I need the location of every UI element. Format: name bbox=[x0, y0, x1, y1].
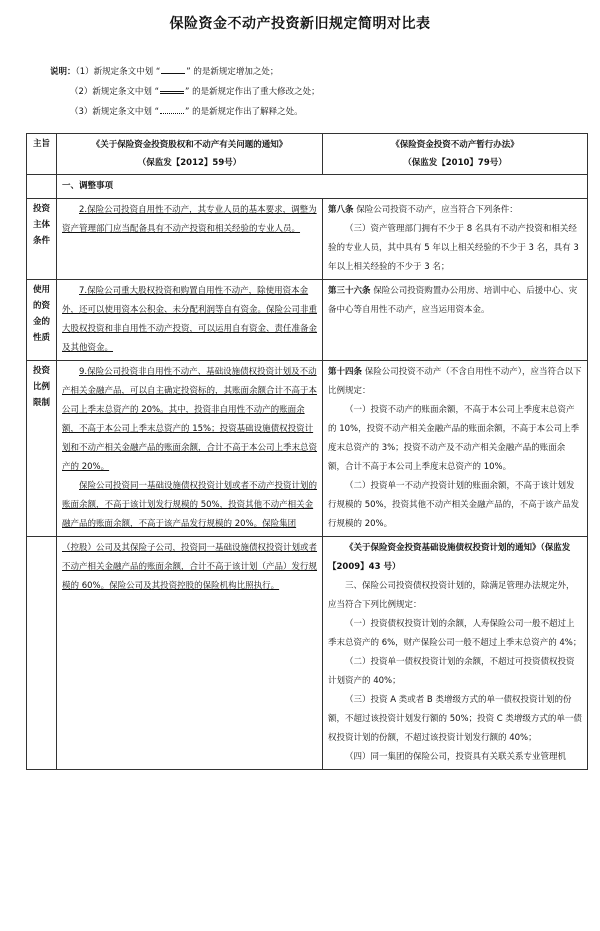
note-2-pre: （2）新规定条文中划 “ bbox=[70, 87, 160, 97]
row-right-cell bbox=[323, 537, 588, 770]
row-right-text: （三）资产管理部门拥有不少于 8 名具有不动产投资和相关经验的专业人员，其中具有 5 年以上相关经验的不少于 3 名，具有 3 年以上相关经验的不少于 3 名； bbox=[328, 224, 579, 272]
row-left-text: 保险公司投资同一基础设施债权投资计划或者不动产投资计划的账面余额，不高于该计划发行规模的 50%，投资其他不动产相关金融产品的账面余额，不高于该产品发行规模的 20%。保险集团 bbox=[62, 481, 318, 529]
row-right-text: （二）投资单一债权投资计划的余额，不超过可投资债权投资计划资产的 40%； bbox=[328, 657, 575, 686]
dotted-underline-sample bbox=[160, 105, 184, 114]
row-topic: 使用的资金的性质 bbox=[27, 280, 57, 361]
note-3-pre: （3）新规定条文中划 “ bbox=[70, 107, 160, 117]
row-right-title: 《关于保险资金投资基础设施债权投资计划的通知》（保监发【2009】43 号） bbox=[328, 543, 571, 572]
section-heading: 一、调整事项 bbox=[57, 175, 588, 199]
header-left-number: （保监发【2012】59号） bbox=[137, 158, 242, 168]
table-row bbox=[27, 280, 588, 361]
article-no: 第八条 bbox=[328, 205, 354, 215]
row-topic bbox=[27, 537, 57, 770]
row-right-text: 保险公司投资不动产（不含自用性不动产），应当符合以下比例规定： bbox=[328, 367, 582, 396]
table-row bbox=[27, 361, 588, 537]
comparison-table bbox=[26, 133, 588, 770]
article-no: 第三十六条 bbox=[328, 286, 371, 296]
row-right-text: （一）投资债权投资计划的余额，人寿保险公司一般不超过上季末总资产的 6%，财产保险公司一般不超过上季末总资产的 4%； bbox=[328, 619, 582, 648]
row-right-text: 保险公司投资购置办公用房、培训中心、后援中心、灾备中心等自用性不动产，应当运用资本金。 bbox=[328, 286, 578, 315]
row-left-text: （控股）公司及其保险子公司，投资同一基础设施债权投资计划或者不动产相关金融产品的账面余额，合计不高于该计划（产品）发行规模的 60%。保险公司及其投资控股的保险机构比照执行。 bbox=[62, 543, 318, 591]
article-no: 第十四条 bbox=[328, 367, 363, 377]
page-title: 保险资金不动产投资新旧规定简明对比表 bbox=[169, 16, 431, 32]
section-row bbox=[27, 175, 588, 199]
row-left-cell bbox=[57, 280, 323, 361]
header-left-title: 《关于保险资金投资股权和不动产有关问题的通知》 bbox=[91, 140, 288, 150]
row-topic: 投资比例限制 bbox=[27, 361, 57, 537]
row-right-text: 三、保险公司投资债权投资计划的，除满足管理办法规定外，应当符合下列比例规定： bbox=[328, 581, 575, 610]
legend-notes bbox=[50, 62, 320, 122]
note-2-post: ” 的是新规定作出了重大修改之处； bbox=[185, 87, 320, 97]
header-right-number: （保监发【2010】79号） bbox=[403, 158, 507, 168]
row-right-cell bbox=[323, 280, 588, 361]
row-topic: 投资主体条件 bbox=[27, 199, 57, 280]
note-1-post: ” 的是新规定增加之处； bbox=[186, 67, 279, 77]
row-right-cell bbox=[323, 199, 588, 280]
row-right-cell bbox=[323, 361, 588, 537]
row-right-text: （三）投资 A 类或者 B 类增级方式的单一债权投资计划的份额，不超过该投资计划发行额的 50%；投资 C 类增级方式的单一债权投资计划的份额，不超过该投资计划发行额的 40%； bbox=[328, 695, 582, 743]
header-right bbox=[323, 134, 588, 175]
header-topic: 主旨 bbox=[27, 134, 57, 175]
notes-label: 说明： bbox=[50, 67, 76, 77]
row-left-text: 7.保险公司重大股权投资和购置自用性不动产，除使用资本金外，还可以使用资本公积金、未分配利润等自有资金。保险公司非重大股权投资和非自用性不动产投资，可以运用自有资金、责任准备金及其他资金。 bbox=[62, 286, 318, 353]
row-left-cell bbox=[57, 537, 323, 770]
row-left-text: 9.保险公司投资非自用性不动产、基础设施债权投资计划及不动产相关金融产品，可以自主确定投资标的，其账面余额合计不高于本公司上季末总资产的 20%。其中，投资非自用性不动产的账面余额，不高于本公司上季末总资产的 15%；投资基础设施债权投资计划和不动产相关金融产品的账面余额，合计不高于本公司上季末总资产的 20%。 bbox=[62, 367, 318, 472]
row-right-text: （二）投资单一不动产投资计划的账面余额，不高于该计划发行规模的 50%，投资其他不动产相关金融产品的，不高于该产品发行规模的 20%。 bbox=[328, 481, 580, 529]
row-left-cell bbox=[57, 199, 323, 280]
table-row bbox=[27, 537, 588, 770]
row-left-cell bbox=[57, 361, 323, 537]
note-2 bbox=[50, 82, 320, 102]
section-topic-empty bbox=[27, 175, 57, 199]
note-3 bbox=[50, 102, 320, 122]
row-right-text: 保险公司投资不动产，应当符合下列条件： bbox=[356, 205, 518, 215]
note-1 bbox=[50, 62, 320, 82]
table-header-row bbox=[27, 134, 588, 175]
double-underline-sample bbox=[160, 83, 184, 94]
note-1-pre: （1）新规定条文中划 “ bbox=[75, 67, 161, 77]
row-right-text: （一）投资不动产的账面余额，不高于本公司上季度末总资产的 10%，投资不动产相关金融产品的账面余额，不高于本公司上季度末总资产的 3%；投资不动产及不动产相关金融产品的账面余额，合计不高于本公司上季度末总资产的 10%。 bbox=[328, 405, 580, 472]
header-left bbox=[57, 134, 323, 175]
header-right-title: 《保险资金投资不动产暂行办法》 bbox=[391, 140, 519, 150]
row-right-text: （四）同一集团的保险公司，投资具有关联关系专业管理机 bbox=[345, 752, 567, 762]
note-3-post: ” 的是新规定作出了解释之处。 bbox=[185, 107, 303, 117]
table-row bbox=[27, 199, 588, 280]
single-underline-sample bbox=[161, 65, 185, 74]
row-left-text: 2.保险公司投资自用性不动产，其专业人员的基本要求，调整为资产管理部门应当配备具有不动产投资和相关经验的专业人员。 bbox=[62, 205, 317, 234]
